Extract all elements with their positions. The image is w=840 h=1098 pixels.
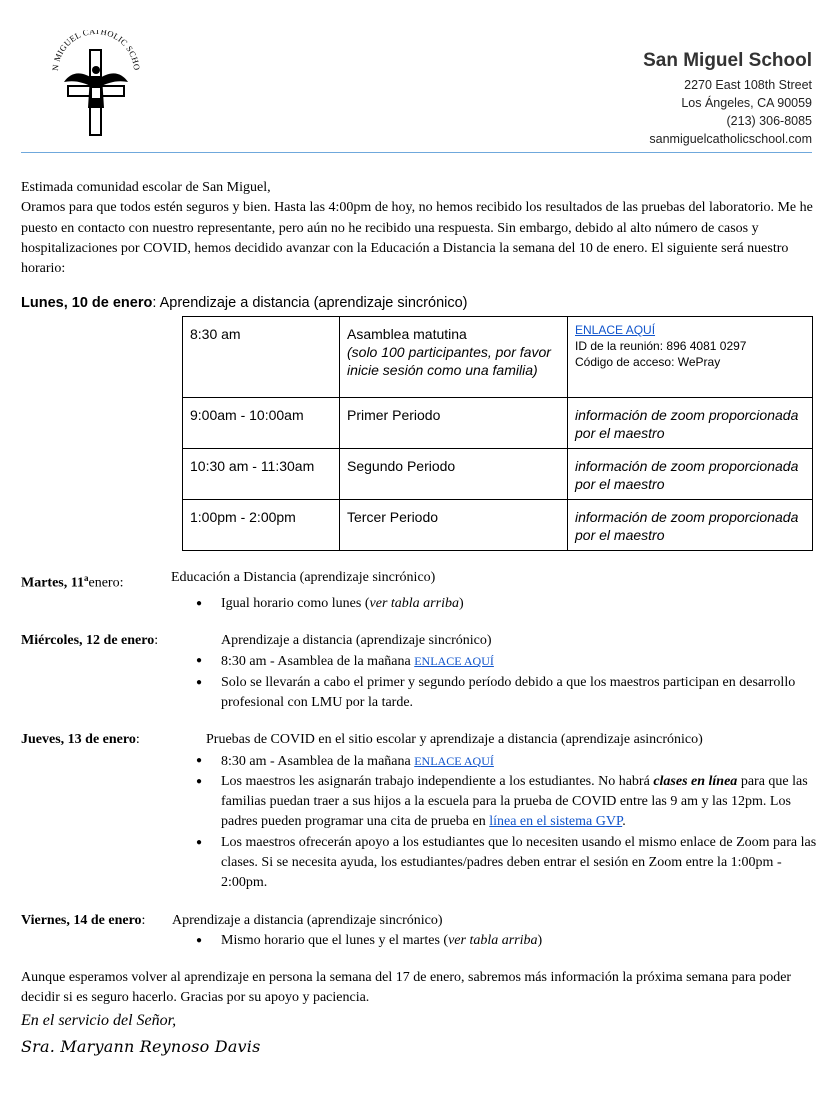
phone-number: (213) 306-8085 <box>726 114 812 128</box>
thursday-list <box>21 751 820 894</box>
info-cell: información de zoom proporcionada por el maestro <box>568 397 813 448</box>
table-row <box>183 397 813 448</box>
list-item: ● Los maestros ofrecerán apoyo a los estudiantes que lo necesiten usando el mismo enlace de Zoom para las clases. Si se necesita ayuda, los estudiantes/padres deben entrar el sesión en Zoom entre la 1:00pm - 2:00pm. <box>221 833 820 894</box>
closing-service-line: En el servicio del Señor, <box>21 1011 177 1029</box>
info-cell <box>568 316 813 397</box>
list-item: ● Mismo horario que el lunes y el martes (ver tabla arriba) <box>221 931 820 951</box>
monday-desc: : Aprendizaje a distancia (aprendizaje sincrónico) <box>152 295 468 312</box>
list-item: ● Igual horario como lunes (ver tabla arriba) <box>221 594 820 614</box>
signature: Sra. Maryann Reynoso Davis <box>21 1037 261 1057</box>
wednesday-heading: Miércoles, 12 de enero: Aprendizaje a distancia (aprendizaje sincrónico) <box>21 631 820 651</box>
tuesday-sup: a <box>83 572 89 583</box>
friday-label: Viernes, 14 de enero <box>21 912 142 928</box>
header-divider <box>21 152 812 153</box>
wednesday-section <box>21 631 820 713</box>
table-row <box>183 316 813 397</box>
friday-desc: Aprendizaje a distancia (aprendizaje sincrónico) <box>172 912 443 928</box>
activity-cell <box>340 316 568 397</box>
thursday-label: Jueves, 13 de enero <box>21 732 136 748</box>
wednesday-label: Miércoles, 12 de enero <box>21 633 155 649</box>
activity-title: Asamblea matutina <box>347 325 467 342</box>
info-cell: información de zoom proporcionada por el maestro <box>568 499 813 550</box>
greeting: Estimada comunidad escolar de San Miguel, <box>21 180 271 195</box>
assembly-link[interactable]: ENLACE AQUÍ <box>414 654 494 669</box>
activity-cell: Primer Periodo <box>340 397 568 448</box>
time-cell: 10:30 am - 11:30am <box>183 448 340 499</box>
list-item: ● Los maestros les asignarán trabajo independiente a los estudiantes. No habrá clases en línea para que las familias puedan traer a sus hijos a la escuela para la prueba de COVID entre las 9 am y las 12pm. Los padres pueden programar una cita de prueba en línea en el sistema GVP. <box>221 772 820 833</box>
closing-paragraph: Aunque esperamos volver al aprendizaje en persona la semana del 17 de enero, sabremos más información la próxima semana para poder decidir si es seguro hacerlo. Gracias por su apoyo y paciencia. <box>21 970 792 1006</box>
meeting-id: ID de la reunión: 896 4081 0297 <box>575 338 747 353</box>
monday-label: Lunes, 10 de enero <box>21 295 153 312</box>
tuesday-section <box>21 568 820 614</box>
wednesday-list <box>21 651 820 713</box>
list-item: ● Solo se llevarán a cabo el primer y segundo período debido a que los maestros participan en desarrollo profesional con LMU por la tarde. <box>221 673 820 714</box>
friday-section <box>21 911 820 952</box>
address-line-2: Los Ángeles, CA 90059 <box>681 96 812 110</box>
info-cell: información de zoom proporcionada por el maestro <box>568 448 813 499</box>
time-cell: 9:00am - 10:00am <box>183 397 340 448</box>
gvp-link[interactable]: línea en el sistema GVP <box>489 814 623 830</box>
assembly-link[interactable]: ENLACE AQUÍ <box>414 753 494 768</box>
school-contact-block <box>643 50 812 148</box>
thursday-desc: Pruebas de COVID en el sitio escolar y aprendizaje a distancia (aprendizaje asincrónico) <box>206 732 703 748</box>
activity-cell: Segundo Periodo <box>340 448 568 499</box>
list-item: ● 8:30 am - Asamblea de la mañana ENLACE AQUÍ <box>221 651 820 672</box>
table-row <box>183 448 813 499</box>
friday-heading: Viernes, 14 de enero: Aprendizaje a distancia (aprendizaje sincrónico) <box>21 911 820 931</box>
school-logo <box>46 30 146 140</box>
activity-cell: Tercer Periodo <box>340 499 568 550</box>
wednesday-desc: Aprendizaje a distancia (aprendizaje sincrónico) <box>221 633 492 649</box>
tuesday-desc: Educación a Distancia (aprendizaje sincrónico) <box>171 569 436 585</box>
thursday-section <box>21 730 820 893</box>
closing-section <box>21 968 820 1057</box>
tuesday-heading <box>21 568 820 594</box>
tuesday-list <box>21 594 820 614</box>
friday-list <box>21 931 820 951</box>
thursday-heading: Jueves, 13 de enero: Pruebas de COVID en el sitio escolar y aprendizaje a distancia (aprendizaje asincrónico) <box>21 730 820 750</box>
school-name: San Miguel School <box>643 50 812 71</box>
tuesday-label: Martes, 11 <box>21 575 84 591</box>
passcode: Código de acceso: WePray <box>575 354 721 369</box>
intro-paragraph: Oramos para que todos estén seguros y bien. Hasta las 4:00pm de hoy, no hemos recibido los resultados de las pruebas del laboratorio. Me he puesto en contacto con nuestro representante, pero aún no he recibido una respuesta. Sin embargo, debido al alto número de casos y hospitalizaciones por COVID, hemos decidido avanzar con la Educación a Distancia la semana del 10 de enero. El siguiente será nuestro horario: <box>21 200 813 277</box>
address-line-1: 2270 East 108th Street <box>684 78 812 92</box>
website-url[interactable]: sanmiguelcatholicschool.com <box>649 132 812 146</box>
svg-text:SAN MIGUEL CATHOLIC SCHOOL: N MIGUEL CATHOLIC SCHO <box>49 30 143 72</box>
table-row <box>183 499 813 550</box>
monday-heading <box>21 293 820 313</box>
monday-schedule-table <box>182 316 813 551</box>
zoom-link[interactable]: ENLACE AQUÍ <box>575 322 656 337</box>
activity-note: (solo 100 participantes, por favor inicie sesión como una familia) <box>347 343 551 378</box>
time-cell: 1:00pm - 2:00pm <box>183 499 340 550</box>
list-item: ● 8:30 am - Asamblea de la mañana ENLACE AQUÍ <box>221 751 820 772</box>
tuesday-label-rest: enero: <box>88 575 124 591</box>
time-cell: 8:30 am <box>183 316 340 397</box>
letter-body <box>21 178 820 1057</box>
